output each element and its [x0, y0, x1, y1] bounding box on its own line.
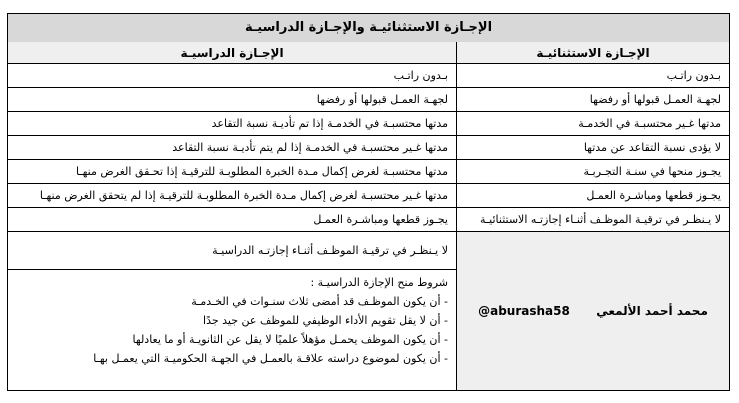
conditions-heading: شروط منح الإجازة الدراسيـة :	[310, 276, 448, 289]
condition-item: - أن يكون لموضوع دراسته علاقـة بالعمـل في الجهـة الحكوميـة التي يعمـل بهـا	[93, 352, 448, 365]
header-exceptional-leave: الإجـازة الاستثنائيـة	[457, 42, 729, 63]
table-row	[8, 208, 729, 232]
condition-item: - أن يكون الموظف يحمـل مؤهلاً علميًا لا يقل عن الثانويـة أو ما يعادلها	[132, 333, 448, 346]
condition-item: - أن يكون الموظـف قد أمضى ثلاث سنـوات في الخـدمـة	[191, 295, 448, 308]
header-study-leave: الإجـازة الدراسيـة	[8, 42, 457, 63]
study-cell: مدتها غـير محتسبـة لغرض إكمال مـدة الخبرة المطلوبـة للترقيـة إذا لم يتحقق الغرض منهـا	[8, 184, 457, 207]
study-cell: مدتها محتسبـة لغرض إكمال مـدة الخبرة المطلوبـة للترقيـة إذا تحـقق الغرض منهـا	[8, 160, 457, 183]
exceptional-cell: لا يـنظـر في ترقيـة الموظـف أثنـاء إجازتـه الاستثنائيـة	[480, 213, 721, 226]
exceptional-cell: يجـوز منحها في سنـة التجـربـة	[583, 165, 721, 178]
author-handle: @aburasha58	[478, 304, 570, 318]
study-cell: مدتها محتسبـة في الخدمـة إذا تم تأديـة نسبة التقاعد	[8, 112, 457, 135]
study-cell: بـدون راتـب	[8, 64, 457, 87]
exceptional-cell: بـدون راتـب	[666, 69, 721, 82]
table-row	[8, 160, 729, 184]
condition-item: - أن لا يقل تقويم الأداء الوظيفي للموظف عن جيد جدًا	[203, 314, 448, 327]
study-cell: لجهـة العمـل قبولها أو رفضها	[8, 88, 457, 111]
title-row	[8, 14, 729, 42]
study-cell: مدتها غـير محتسبـة في الخدمـة إذا لم يتم تأديـة نسبة التقاعد	[8, 136, 457, 159]
table-row	[8, 184, 729, 208]
author-name: محمد أحمد الألمعي	[596, 304, 708, 318]
signature-block	[457, 232, 729, 390]
table-row	[8, 64, 729, 88]
table-row	[8, 112, 729, 136]
study-cell: يجـوز قطعها ومباشـرة العمـل	[8, 208, 457, 231]
table-title: الإجـازة الاستثنائيـة والإجـازة الدراسيـة	[8, 14, 729, 42]
exceptional-cell: مدتها غـير محتسبـة في الخدمـة	[578, 117, 721, 130]
exceptional-cell: يجـوز قطعها ومباشـرة العمـل	[586, 189, 721, 202]
exceptional-cell: لجهـة العمـل قبولها أو رفضها	[589, 93, 721, 106]
exceptional-cell: لا يؤدى نسبة التقاعد عن مدتها	[583, 141, 721, 154]
study-cell: لا يـنظـر في ترقيـة الموظـف أثنـاء إجازتـه الدراسيـة	[8, 232, 457, 270]
table-row	[8, 88, 729, 112]
study-leave-conditions	[8, 270, 457, 390]
comparison-table	[7, 13, 730, 391]
header-row	[8, 42, 729, 64]
table-row	[8, 136, 729, 160]
